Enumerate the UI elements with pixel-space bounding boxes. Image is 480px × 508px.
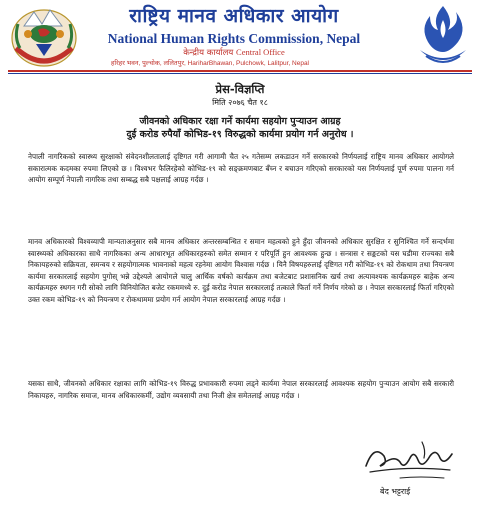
- office-label-nepali: केन्द्रीय कार्यालय: [183, 48, 234, 58]
- headline-line-2: दुई करोड रुपैयाँ कोभिड-१९ विरुद्धको कार्यमा प्रयोग गर्न अनुरोध ।: [126, 129, 354, 140]
- body-paragraph-2: मानव अधिकारको विश्वव्यापी मान्यताअनुसार सबै मानव अधिकार अन्तरसम्बन्धित र समान महत्वको हुने हुँदा जीवनको अधिकार सुरक्षित र सुनिश्चित गर्ने सन्दर्भमा स्वास्थ्यको अधिकारका साथै नागरिकका अन्य आधारभूत अधिकारहरुको समेत सम्मान र परिपूर्ति हुन आवश्यक हुन्छ । सन्त्रास र सङ्कटको यस घडीमा राज्यका सबै निकायहरुको सक्रियता, समन्वय र सहयोगात्मक भावनाको महत्व रहनेमा आयोग विश्वास गर्दछ । यिनै विषयहरुलाई दृष्टिगत गरी कोभिड-१९ को रोकथाम तथा नियन्त्रण कार्यमा सरकारलाई सहयोग पुगोस् भन्ने उद्देश्यले आयोगले चालु आर्थिक वर्षको कार्यक्रम तथा बजेटबाट प्रशासनिक खर्च तथा अत्यावश्यक कार्यक्रमहरु बाहेक अन्य कार्यक्रमहरु स्थगन गरी सोको लागि विनियोजित बजेट रकममध्ये रु. दुई करोड नेपाल सरकारलाई तत्काले फिर्ता गर्ने निर्णय गरेको छ । नेपाल सरकारलाई फिर्ता गरिएको उक्त रकम कोभिड-१९ को नियन्त्रण र रोकथाममा प्रयोग गर्न आयोग नेपाल सरकारलाई आग्रह गर्दछ ।: [28, 237, 454, 304]
- header-divider-blue: [8, 73, 472, 74]
- body-paragraph-3: यसका साथै, जीवनको अधिकार रक्षाका लागि कोभिड-१९ विरुद्ध प्रभावकारी रुपमा लड्ने कार्यमा नेपाल सरकारलाई आवश्यक सहयोग पुऱ्याउन आयोग सबै सरकारी निकायहरु, नागरिक समाज, मानव अधिकारकर्मी, उद्योग व्यवसायी तथा निजी क्षेत्र समेतलाई आग्रह गर्दछ ।: [28, 379, 454, 400]
- release-date: मिति २०७६ चैत १८: [212, 98, 268, 107]
- office-address: हरिहर भवन, पुल्चोक, ललितपुर, HariharBhawan, Pulchowk, Lalitpur, Nepal: [110, 60, 310, 67]
- office-label-english: Central Office: [236, 47, 285, 57]
- press-release-title: प्रेस-विज्ञप्ति: [215, 82, 265, 96]
- office-label: [84, 47, 384, 58]
- body-paragraph-1: नेपाली नागरिकको स्वास्थ्य सुरक्षाको संवेदनशीलतालाई दृष्टिगत गरी आगामी चैत २५ गतेसम्म लकडाउन गर्ने सरकारको निर्णयलाई राष्ट्रिय मानव अधिकार आयोगले सकारात्मक कदमका रुपमा लिएको छ । विश्वभर फैलिरहेको कोभिड-१९ को सङ्क्रमणबाट बँच्न र बचाउन गरिएको सरकारको यस निर्णयलाई पूर्ण रुपमा पालना गर्न आयोग सम्पूर्ण नेपाली नागरिक तथा सम्बद्ध सबै पक्षलाई आग्रह गर्दछ ।: [28, 152, 454, 185]
- nhrc-flame-logo-icon: [412, 2, 474, 68]
- signatory-name: बेद भट्टराई: [380, 487, 411, 496]
- header-divider-red: [8, 70, 472, 72]
- handwritten-signature-icon: [360, 436, 460, 484]
- headline-line-1: जीवनको अधिकार रक्षा गर्ने कार्यमा सहयोग पुऱ्याउन आग्रह: [139, 116, 341, 127]
- org-name-english: National Human Rights Commission, Nepal: [107, 31, 361, 46]
- org-name-nepali: राष्ट्रिय मानव अधिकार आयोग: [129, 5, 339, 27]
